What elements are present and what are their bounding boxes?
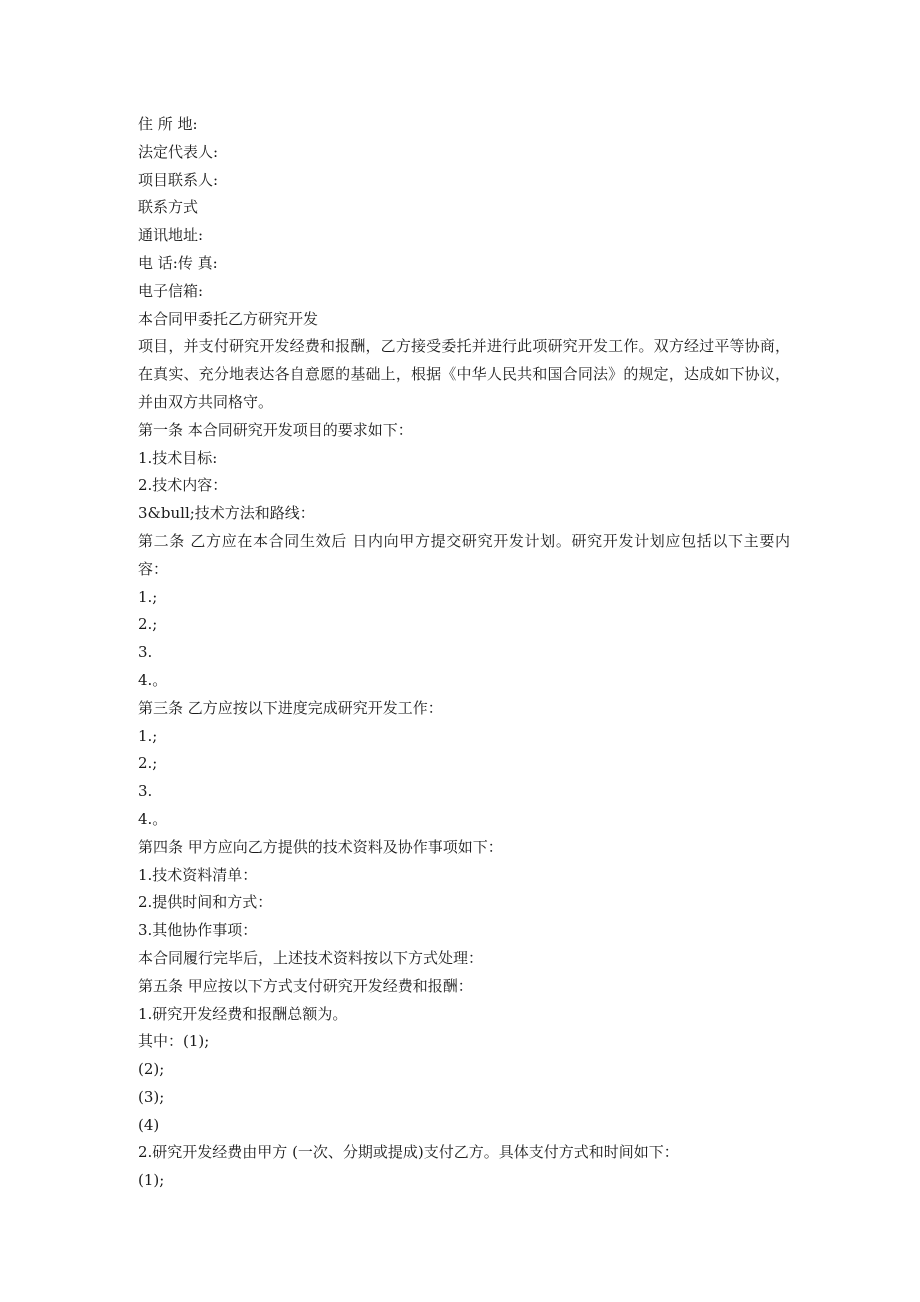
field-contact-method: 联系方式 <box>138 198 199 217</box>
field-mailing-address: 通讯地址: <box>138 226 204 245</box>
article-3-item-2: 2.; <box>138 754 158 773</box>
article-5-sub-3: (3); <box>138 1087 165 1106</box>
article-4-heading: 第四条 甲方应向乙方提供的技术资料及协作事项如下： <box>138 837 503 856</box>
field-phone-fax: 电 话:传 真: <box>138 253 218 272</box>
article-4-item-3: 3.其他协作事项： <box>138 921 258 940</box>
article-2-heading: 第二条 乙方应在本合同生效后 日内向甲方提交研究开发计划。研究开发计划应包括以下主要内容： <box>138 531 790 578</box>
article-3-item-1: 1.; <box>138 726 158 745</box>
article-2-item-3: 3. <box>138 643 153 662</box>
article-2-item-2: 2.; <box>138 615 158 634</box>
article-3-heading: 第三条 乙方应按以下进度完成研究开发工作： <box>138 698 443 717</box>
article-1-item-1: 1.技术目标: <box>138 448 218 467</box>
article-3-item-4: 4.。 <box>138 809 168 828</box>
field-email: 电子信箱: <box>138 281 204 300</box>
article-4-note: 本合同履行完毕后，上述技术资料按以下方式处理： <box>138 948 484 967</box>
field-legal-representative: 法定代表人: <box>138 142 219 161</box>
article-1-heading: 第一条 本合同研究开发项目的要求如下： <box>138 420 413 439</box>
article-5-sub-4: (4) <box>138 1115 160 1134</box>
contract-intro-paragraph: 项目，并支付研究开发经费和报酬，乙方接受委托并进行此项研究开发工作。双方经过平等协商，在真实、充分地表达各自意愿的基础上，根据《中华人民共和国合同法》的规定，达成如下协议，并由双方共同格守。 <box>138 337 790 411</box>
article-3-item-3: 3. <box>138 782 153 801</box>
article-5-item-2-sub-1: (1); <box>138 1171 165 1190</box>
article-5-heading: 第五条 甲应按以下方式支付研究开发经费和报酬： <box>138 976 473 995</box>
article-5-item-2: 2.研究开发经费由甲方 (一次、分期或提成)支付乙方。具体支付方式和时间如下： <box>138 1143 679 1162</box>
document-body <box>138 111 790 1195</box>
article-1-item-2: 2.技术内容： <box>138 476 228 495</box>
field-project-contact: 项目联系人: <box>138 170 219 189</box>
article-1-item-3: 3&bull;技术方法和路线： <box>138 504 315 523</box>
article-2-item-1: 1.; <box>138 587 158 606</box>
article-4-item-1: 1.技术资料清单： <box>138 865 258 884</box>
contract-intro-line: 本合同甲委托乙方研究开发 <box>138 309 319 328</box>
article-5-item-1: 1.研究开发经费和报酬总额为。 <box>138 1004 348 1023</box>
article-5-sub-1: 其中：(1); <box>138 1032 210 1051</box>
field-address: 住 所 地: <box>138 115 198 133</box>
article-5-sub-2: (2); <box>138 1060 165 1079</box>
article-4-item-2: 2.提供时间和方式： <box>138 893 273 912</box>
article-2-item-4: 4.。 <box>138 670 168 689</box>
